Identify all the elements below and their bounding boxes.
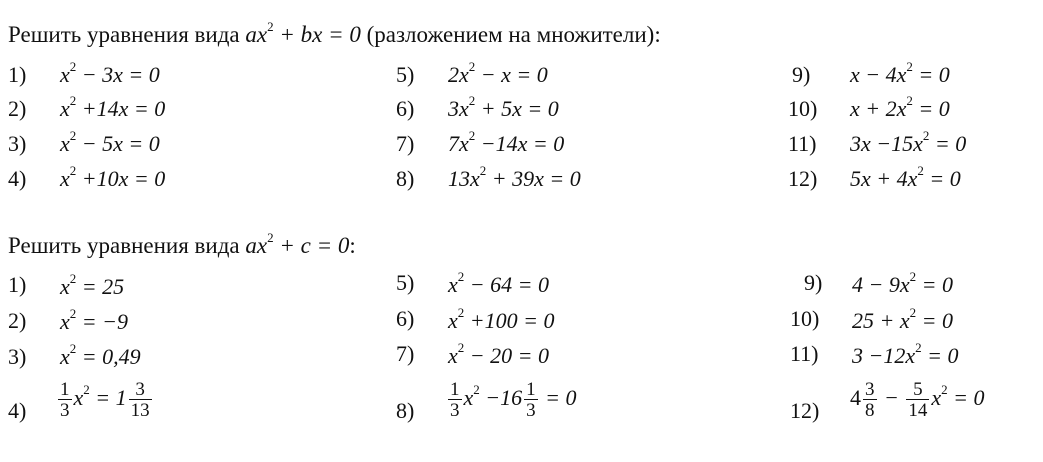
fraction: $\frac{5}{14}$ — [908, 379, 928, 421]
item-num: 3) — [8, 344, 27, 369]
heading-suffix: (разложением на множители): — [366, 22, 661, 47]
item-num: 8) — [396, 398, 415, 423]
item-num: 4) — [8, 398, 27, 423]
equation-s2-10: $25 + x^2 = 0$ — [852, 305, 953, 333]
item-num: 3) — [8, 131, 27, 156]
item-num: 8) — [396, 166, 415, 191]
item-num: 5) — [396, 270, 415, 295]
exp: 2 — [267, 230, 274, 245]
form-ax: ax — [245, 233, 268, 258]
equation-s2-6: $x^2 +100 = 0$ — [448, 305, 555, 333]
item-num: 6) — [396, 96, 415, 121]
equation-s2-5: $x^2 - 64 = 0$ — [448, 269, 549, 297]
fraction: $\frac{3}{8}$ — [865, 379, 875, 421]
equation-s2-7: $x^2 - 20 = 0$ — [448, 340, 549, 368]
equation-5: $2x^2 - x = 0$ — [448, 59, 548, 87]
equation-s2-11: $3 -12x^2 = 0$ — [852, 340, 959, 368]
heading-text: Решить уравнения вида — [8, 22, 240, 47]
equation-11: $3x -15x^2 = 0$ — [850, 128, 967, 156]
equation-s2-4: $\frac{1}{3}$ $x^2 = 1$ $\frac{3}{13}$ — [60, 379, 150, 421]
equation-4: $x^2 +10x = 0$ — [60, 163, 166, 191]
item-num: 12) — [788, 166, 818, 191]
item-num: 5) — [396, 62, 415, 87]
equation-10: $x + 2x^2 = 0$ — [850, 93, 950, 121]
equation-s2-1: $x^2 = 25$ — [60, 271, 125, 299]
form-ax: ax — [245, 22, 268, 47]
exp: 2 — [267, 19, 274, 34]
form-rest: + bx = 0 — [279, 22, 361, 47]
item-num: 1) — [8, 272, 27, 297]
equation-8: $13x^2 + 39x = 0$ — [448, 163, 581, 191]
equation-6: $3x^2 + 5x = 0$ — [448, 93, 559, 121]
item-num: 11) — [790, 341, 819, 366]
item-num: 7) — [396, 341, 415, 366]
equation-s2-8: $\frac{1}{3}$ $x^2 -16$ $\frac{1}{3}$ = 0 — [450, 379, 577, 421]
equation-s2-12: 4 $\frac{3}{8}$ − $\frac{5}{14}$ $x^2 = 0$ — [850, 379, 985, 421]
item-num: 6) — [396, 306, 415, 331]
item-num: 2) — [8, 96, 27, 121]
equation-9: $x - 4x^2 = 0$ — [850, 59, 950, 87]
section1-heading — [8, 19, 661, 48]
item-num: 10) — [788, 96, 818, 121]
fraction: $\frac{1}{3}$ — [60, 379, 70, 421]
equation-7: $7x^2 -14x = 0$ — [448, 128, 565, 156]
fraction: $\frac{1}{3}$ — [450, 379, 460, 421]
equation-s2-9: $4 - 9x^2 = 0$ — [852, 269, 953, 297]
fraction: $\frac{3}{13}$ — [130, 379, 150, 421]
equation-s2-3: $x^2 = 0,49$ — [60, 341, 141, 369]
item-num: 7) — [396, 131, 415, 156]
item-num: 1) — [8, 62, 27, 87]
equation-3: $x^2 - 5x = 0$ — [60, 128, 160, 156]
equation-12: $5x + 4x^2 = 0$ — [850, 163, 961, 191]
section2-heading — [8, 230, 356, 259]
item-num: 9) — [792, 62, 811, 87]
item-num: 11) — [788, 131, 817, 156]
item-num: 10) — [790, 306, 820, 331]
heading-text: Решить уравнения вида — [8, 233, 240, 258]
form-rest: + c = 0 — [279, 233, 350, 258]
equation-1: $x^2 - 3x = 0$ — [60, 59, 160, 87]
fraction: $\frac{1}{3}$ — [526, 379, 536, 421]
equation-s2-2: $x^2 = -9$ — [60, 306, 128, 334]
item-num: 4) — [8, 166, 27, 191]
item-num: 9) — [804, 270, 823, 295]
equation-2: $x^2 +14x = 0$ — [60, 93, 166, 121]
heading-suffix: : — [349, 233, 356, 258]
item-num: 12) — [790, 398, 820, 423]
item-num: 2) — [8, 308, 27, 333]
